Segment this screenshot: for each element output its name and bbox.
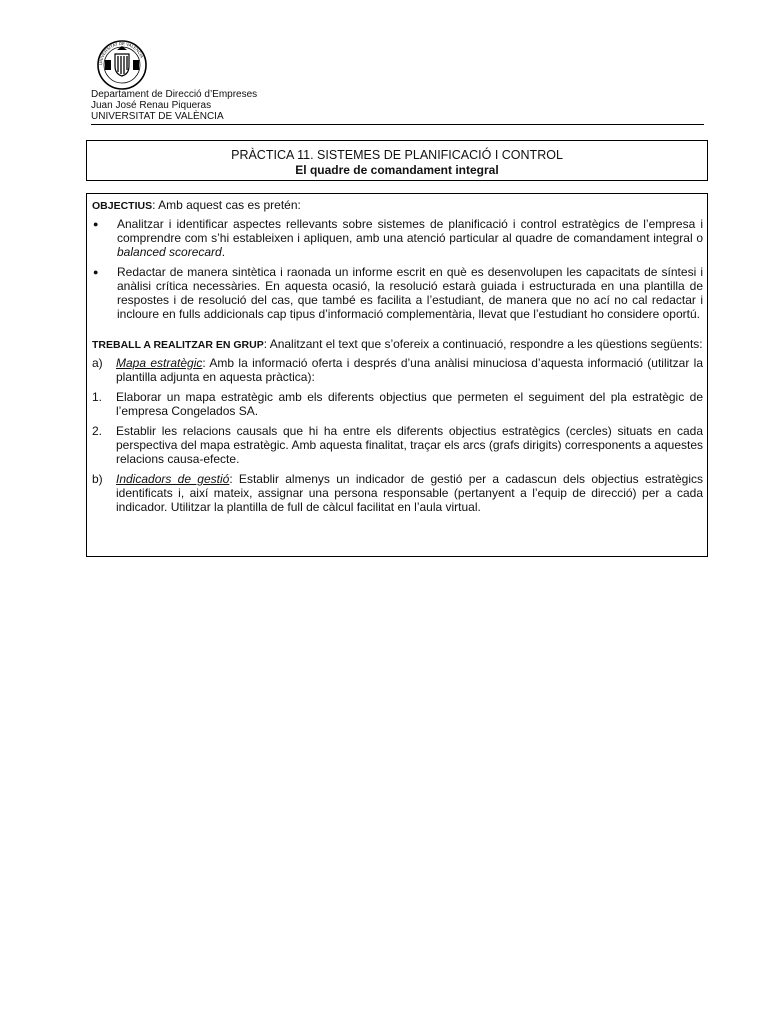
content-box [86, 193, 708, 557]
title-box [86, 140, 708, 181]
header-divider [91, 124, 704, 125]
task-step-1: 1. Elaborar un mapa estratègic amb els diferents objectius que permeten el seguiment del pla estratègic de l’empresa Congelados SA. [92, 390, 703, 418]
seal-text: UNIVERSITAT DE VALÈNCIA [97, 40, 145, 66]
department-name: Departament de Direcció d’Empreses [91, 89, 258, 100]
practice-subtitle: El quadre de comandament integral [295, 163, 499, 177]
group-work-intro-text: : Analitzant el text que s’ofereix a continuació, respondre a les qüestions següents: [263, 337, 703, 351]
bullet-icon: ● [93, 267, 99, 277]
objectives-label: OBJECTIUS [92, 200, 153, 212]
objective-item: ● Analitzar i identificar aspectes rellevants sobre sistemes de planificació i control estratègics de l’empresa i comprendre com s’hi estableixen i apliquen, amb una atenció particular al quadre de comandament integral o balanced scorecard. [93, 217, 703, 259]
university-name: UNIVERSITAT DE VALÈNCIA [91, 111, 224, 122]
author-name: Juan José Renau Piqueras [91, 100, 212, 111]
strategic-map-title: Mapa estratègic [116, 356, 203, 370]
group-work-label: TREBALL A REALITZAR EN GRUP [92, 339, 264, 351]
objectives-intro [92, 198, 703, 213]
university-seal-logo [93, 40, 151, 90]
practice-title: PRÀCTICA 11. SISTEMES DE PLANIFICACIÓ I CONTROL [231, 148, 563, 162]
objectives-intro-text: : Amb aquest cas es pretén: [152, 198, 301, 212]
task-step-2: 2. Establir les relacions causals que hi ha entre els diferents objectius estratègics (cercles) situats en cada perspectiva del mapa estratègic. Amb aquesta finalitat, traçar els arcs (grafs dirigits) corresponents a aquestes relacions causa-efecte. [92, 424, 703, 466]
bullet-icon: ● [93, 219, 99, 229]
management-indicators-title: Indicadors de gestió [116, 472, 230, 486]
department-header [91, 89, 257, 122]
balanced-scorecard-term: balanced scorecard [117, 245, 222, 259]
objective-item: ● Redactar de manera sintètica i raonada un informe escrit en què es desenvolupen les capacitats de síntesi i anàlisi crítica necessàries. En aquesta ocasió, la resolució estarà guiada i estructurada en una plantilla de respostes i de resolució del cas, que també es facilita a l’estudiant, de manera que no ací no cal redactar i incloure en fulls addicionals cap tipus d’informació complementària, llevat que l’estudiant ho considere oportú. [93, 265, 703, 321]
task-b: b) Indicadors de gestió: Establir almenys un indicador de gestió per a cadascun dels objectius estratègics identificats i, així mateix, assignar una persona responsable (pertanyent a l’equip de direcció) per a cada indicador. Utilitzar la plantilla de full de càlcul facilitat en l’aula virtual. [92, 472, 703, 514]
group-work-intro [92, 337, 703, 352]
task-a: a) Mapa estratègic: Amb la informació oferta i després d’una anàlisi minuciosa d’aquesta informació (utilitzar la plantilla adjunta en aquesta pràctica): [92, 356, 703, 384]
